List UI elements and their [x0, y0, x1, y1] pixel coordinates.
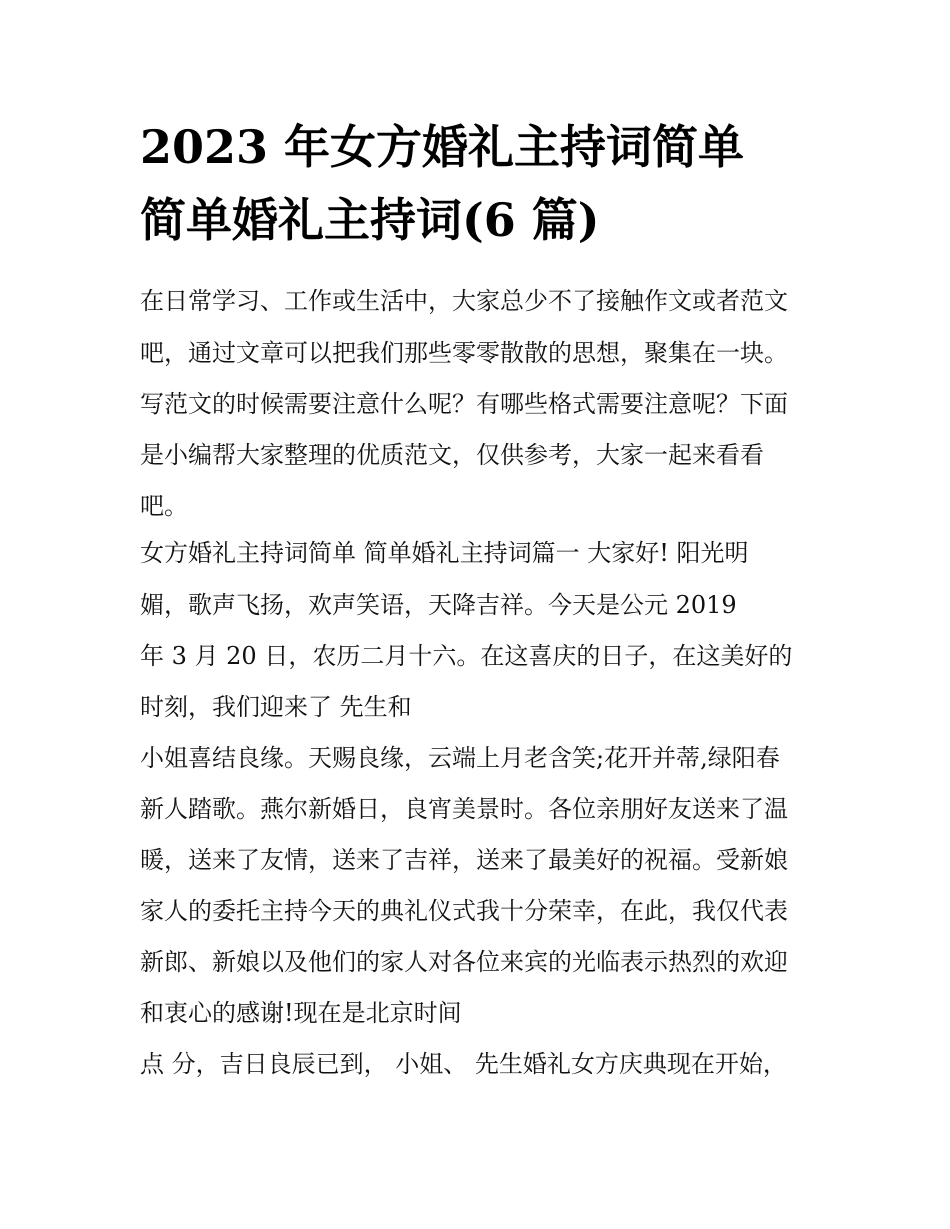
document-title-line-2 [140, 195, 840, 245]
body-line: 小姐喜结良缘。天赐良缘，云端上月老含笑;花开并蒂,绿阳春 [140, 744, 780, 772]
body-line: 暖，送来了友情，送来了吉祥，送来了最美好的祝福。受新娘 [140, 846, 788, 874]
title-year: 2023 [140, 120, 269, 174]
body-line: 是小编帮大家整理的优质范文，仅供参考，大家一起来看看 [140, 441, 764, 469]
title-text-2a: 简单婚礼主持词 [140, 193, 462, 247]
body-line: 新郎、新娘以及他们的家人对各位来宾的光临表示热烈的欢迎 [140, 948, 788, 976]
body-line: 吧，通过文章可以把我们那些零零散散的思想，聚集在一块。 [140, 339, 788, 367]
body-line: 时刻，我们迎来了 先生和 [140, 693, 412, 721]
body-line: 媚，歌声飞扬，欢声笑语，天降吉祥。今天是公元 2019 [140, 591, 737, 619]
body-line: 吧。 [140, 492, 188, 520]
document-title-line-1 [140, 122, 840, 172]
body-line: 家人的委托主持今天的典礼仪式我十分荣幸，在此，我仅代表 [140, 897, 788, 925]
body-line: 点 分，吉日良辰已到， 小姐、 先生婚礼女方庆典现在开始， [140, 1050, 787, 1078]
body-line: 和衷心的感谢!现在是北京时间 [140, 999, 462, 1027]
body-line: 新人踏歌。燕尔新婚日，良宵美景时。各位亲朋好友送来了温 [140, 795, 788, 823]
body-line: 年 3 月 20 日，农历二月十六。在这喜庆的日子，在这美好的 [140, 642, 793, 670]
body-line: 写范文的时候需要注意什么呢？有哪些格式需要注意呢？下面 [140, 390, 788, 418]
body-line: 在日常学习、工作或生活中，大家总少不了接触作文或者范文 [140, 287, 788, 315]
title-count: (6 [462, 193, 516, 247]
body-line: 女方婚礼主持词简单 简单婚礼主持词篇一 大家好! 阳光明 [140, 539, 749, 567]
title-text-1: 年女方婚礼主持词简单 [284, 120, 745, 174]
title-text-2b: 篇) [531, 193, 600, 247]
